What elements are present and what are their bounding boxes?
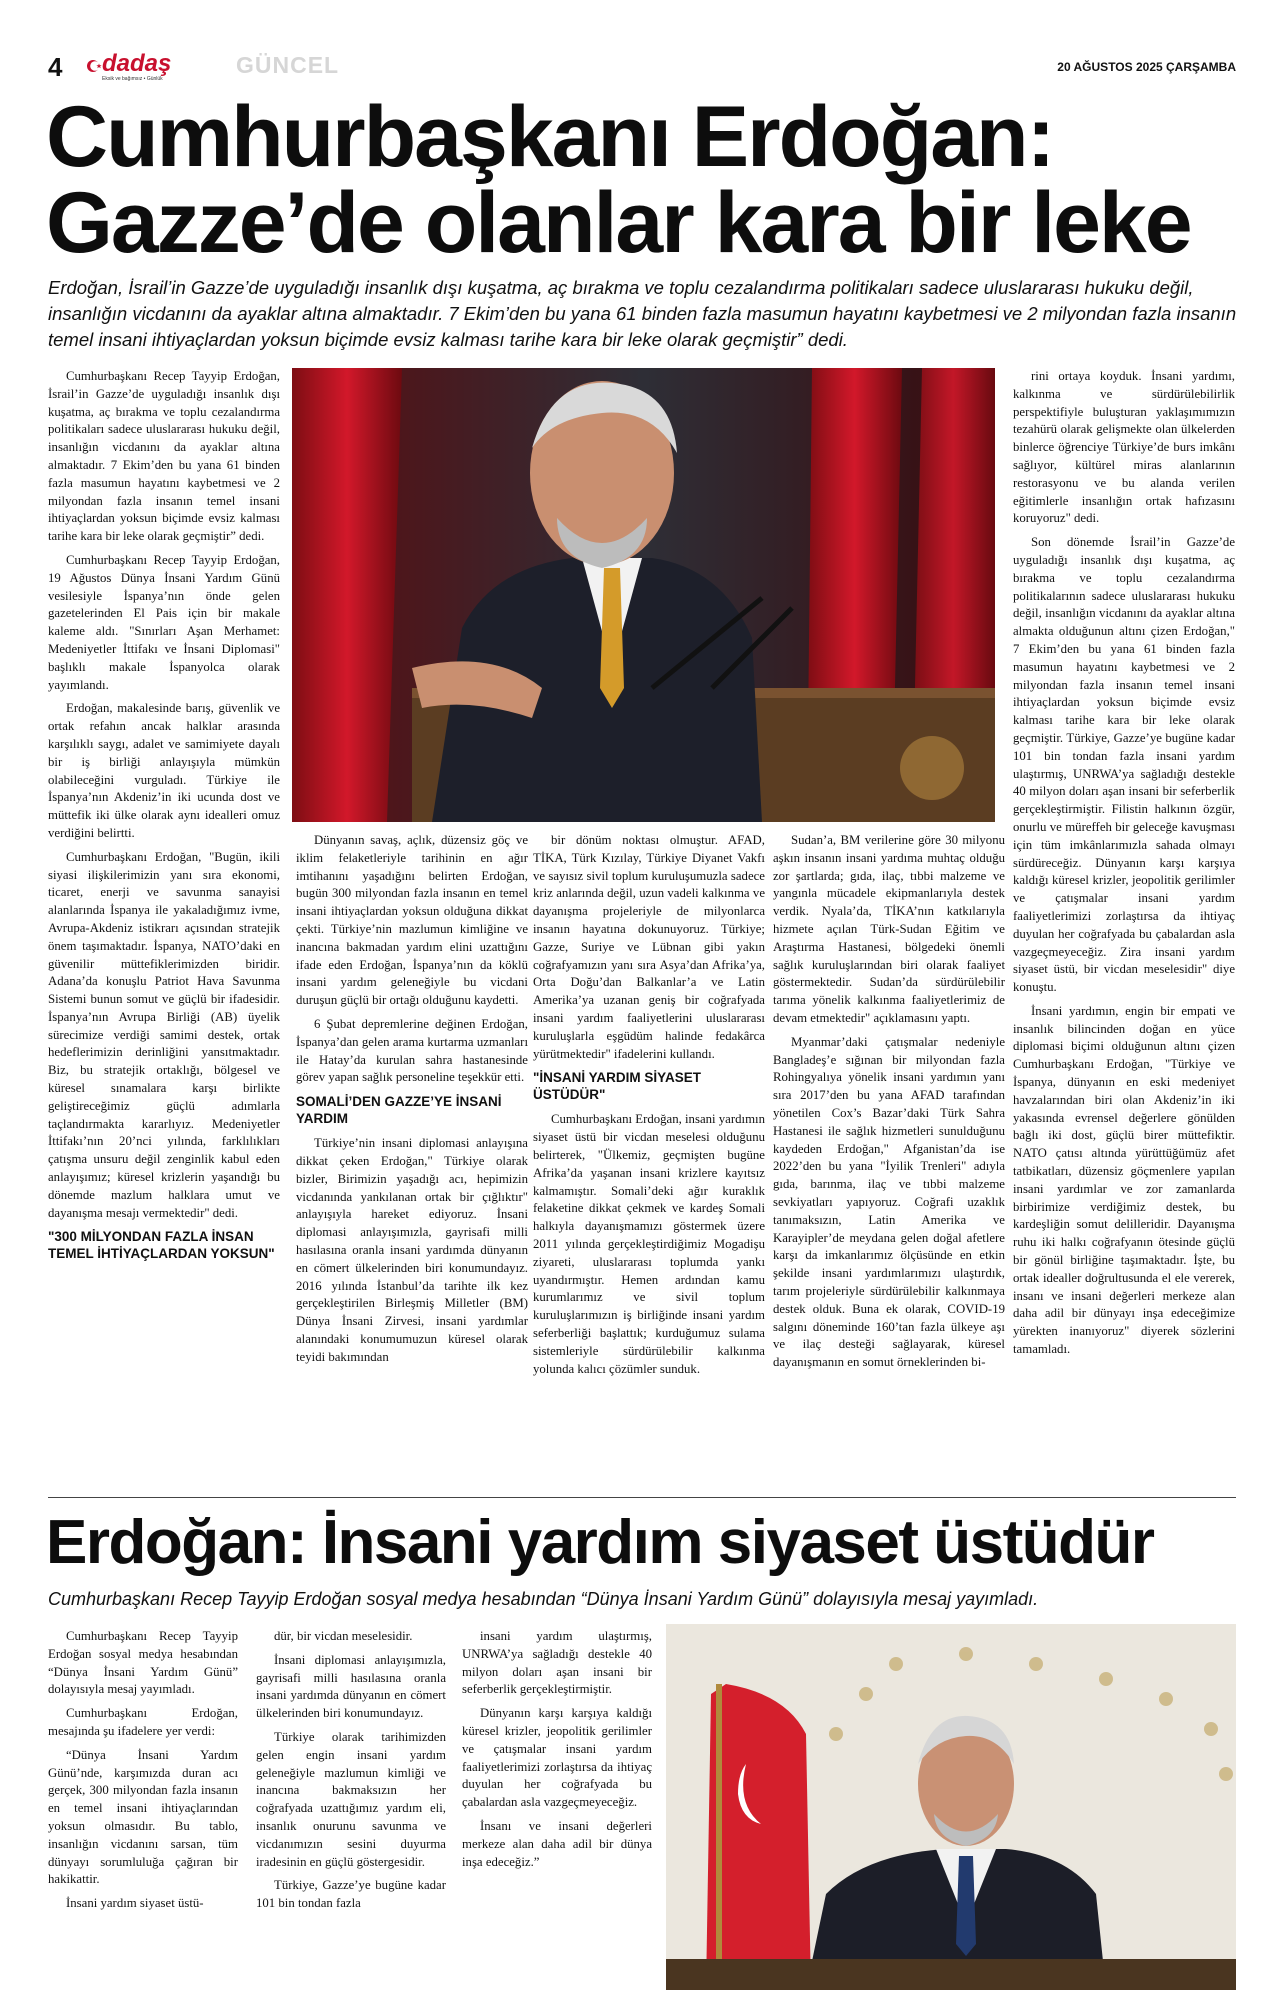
paragraph: İnsanı ve insani değerleri merkeze alan daha adil bir dünya inşa edeceğiz.” — [462, 1818, 652, 1869]
paragraph: Dünyanın savaş, açlık, düzensiz göç ve iklim felaketleriyle tarihinin en ağır imtihanını yaşadığını belirten Erdoğan, bugün 300 milyondan fazla insanın en temel insani ihtiyaçlardan yoksun olduğuna dikkat çekti. Türkiye’nin mazlumun kimliğine ve inancına bakmadan yardım elini uzattığını ifade eden Erdoğan, İspanya’nın da köklü insani yardım geleneğiyle bu vicdani duruşun güçlü bir ortağı olduğunu kaydetti. — [296, 833, 528, 1008]
subheading: SOMALİ’DEN GAZZE’YE İNSANİ YARDIM — [296, 1094, 502, 1127]
paragraph: Erdoğan, makalesinde barış, güvenlik ve ortak refahın ancak halklar arasında karşılıklı saygı, adalet ve samimiyete dayalı bir iş birliği anlayışıyla mümkün olabileceğini vurguladı. Türkiye ile İspanya’nın Akdeniz’in iki ucunda dost ve müttefik iki ülke olarak aynı idealleri omuz verdiğini belirtti. — [48, 701, 280, 840]
newspaper-logo — [86, 50, 172, 82]
logo-tagline: Eksik ve bağımsız • Günlük — [102, 76, 163, 82]
paragraph: Cumhurbaşkanı Recep Tayyip Erdoğan, 19 Ağustos Dünya İnsani Yardım Günü vesilesiyle İspanya’nın önde gelen gazetelerinden El Pais için bir makale kaleme aldı. "Sınırları Aşan Merhamet: Medeniyetler İttifakı ve İnsani Diplomasi" başlıklı makale İspanyolca olarak yayımlandı. — [48, 552, 280, 692]
erdogan-video-message-photo — [666, 1624, 1236, 1990]
erdogan-desk-flag-image — [666, 1624, 1236, 1990]
paragraph: Dünyanın karşı karşıya kaldığı küresel krizler, jeopolitik gerilimler ve çatışmalar insani yardım faaliyetlerimizi zorlaştırsa da ihtiyaç duyulan her coğrafyada bu çabalardan asla vazgeçmeyeceğiz. — [462, 1706, 652, 1810]
paragraph: 6 Şubat depremlerine değinen Erdoğan, İspanya’dan gelen arama kurtarma uzmanları ile Hatay’da kurulan sahra hastanesinde görev yapan sağlık personeline teşekkür etti. — [296, 1016, 528, 1085]
page-header — [48, 52, 1236, 84]
second-article-lede: Cumhurbaşkanı Recep Tayyip Erdoğan sosyal medya hesabından “Dünya İnsani Yardım Günü” dolayısıyla mesaj yayımladı. — [48, 1589, 1039, 1609]
paragraph: Myanmar’daki çatışmalar nedeniyle Bangladeş’e sığınan bir milyondan fazla Rohingyalıya yönelik insani yardımın yanı sıra 2017’den bu yana AFAD tarafından yönetilen Cox’s Bazar’daki Türk Sahra Hastanesi ile sağlık hizmetleri sunulduğunu kaydeden Erdoğan," Afganistan’da ise 2022’den bu yana "İyilik Trenleri" adıyla gıda, barınma, ilaç ve tıbbi malzeme sevkiyatları yapıyoruz. Coğrafi uzaklık tanımaksızın, Latin Amerika ve Karayipler’de meydana gelen doğal afetlere karşı da imkanlarımız ölçüsünde en etkin şekilde insani yardımlarımızı ulaştırdık, tarım projeleriyle sürdürülebilir kalkınmaya destek olduk. Buna ek olarak, COVID-19 salgını döneminde 160’tan fazla ülkeye aşı ve ilaç desteği sağlayarak, küresel dayanışmanın en somut örneklerinden bi- — [773, 1034, 1005, 1370]
article-divider — [48, 1497, 1236, 1498]
issue-date: 20 AĞUSTOS 2025 ÇARŞAMBA — [1057, 60, 1236, 74]
paragraph: Cumhurbaşkanı Recep Tayyip Erdoğan sosyal medya hesabından “Dünya İnsani Yardım Günü” dolayısıyla mesaj yayımladı. — [48, 1629, 238, 1697]
paragraph: “Dünya İnsani Yardım Günü’nde, karşımızda duran acı gerçek, 300 milyondan fazla insanın en temel insani ihtiyaçlarından yoksun olmasıdır. Bu tablo, insanlığın vicdanını sarsan, tüm dünyayı sorumluluğa çağıran bir hakikattir. — [48, 1747, 238, 1887]
erdogan-speech-photo — [292, 368, 995, 822]
article-headline-line-2: Gazze’de olanlar kara bir leke — [46, 175, 1191, 271]
paragraph: Türkiye, Gazze’ye bugüne kadar 101 bin tondan fazla — [256, 1878, 446, 1911]
second-article-headline: Erdoğan: İnsani yardım siyaset üstüdür — [46, 1508, 1154, 1577]
section-label: GÜNCEL — [236, 52, 340, 78]
article-headline-line-1: Cumhurbaşkanı Erdoğan: — [46, 89, 1054, 185]
paragraph: Türkiye olarak tarihimizden gelen engin insani yardım geleneğiyle mazlumun kimliği ve inancına bakmaksızın her coğrafyada uzattığımız yardım eli, insanlık onurunu savunma ve vicdanımızın sesini duyurma iradesinin en güçlü göstergesidir. — [256, 1729, 446, 1869]
paragraph: Sudan’a, BM verilerine göre 30 milyonu aşkın insanın insani yardıma muhtaç olduğu zor şartlarda; gıda, ilaç, tıbbi malzeme ve yangınla mücadele ekipmanlarıyla destek verdik. Nyala’da, TİKA’nın katkılarıyla hizmete açılan Türk-Sudan Eğitim ve Araştırma Hastanesi, bölgedeki önemli sağlık kuruluşlarından biri olarak faaliyet göstermektedir. Sudan’da sürdürülebilir tarıma yönelik kalkınma faaliyetlerimiz de devam etmektedir" açıklamasını yaptı. — [773, 833, 1005, 1025]
second-article-column-2 — [256, 1628, 446, 1968]
paragraph: Son dönemde İsrail’in Gazze’de uyguladığı insanlık dışı kuşatma, aç bırakma ve toplu cezalandırma politikalarının sadece uluslararası hukuku değil, insanlığın vicdanını da ayaklar altına almakta olduğunun altını çizen Erdoğan," 7 Ekim’den bu yana 61 binden fazla masumun hayatını kaybetmesi ve 2 milyondan fazla insanın temel insani ihtiyaçlardan yoksun biçimde evsiz kalması tarihe kara bir leke olarak geçmiştir. Türkiye, Gazze’ye bugüne kadar 101 bin tondan fazla insani yardım ulaştırmış, UNRWA’ya sağladığı destekle 40 milyon doları aşan insani bir seferberlik gerçekleştirmiştir. Filistin halkının özgür, onurlu ve müreffeh bir geleceğe kavuşması için tüm imkânlarımızla sahada olmayı sürdüreceğiz. Dünyanın karşı karşıya kaldığı küresel krizler, jeopolitik gerilimler ve çatışmalar insani yardım faaliyetlerimizi zorlaştırsa da ihtiyaç duyulan her coğrafyada bu çabalardan asla vazgeçmeyeceğiz. Zira insani yardım siyaset üstü, bir vicdan meselesidir" diye konuştu. — [1013, 535, 1235, 995]
article-column-1 — [48, 368, 280, 1488]
subheading: "İNSANİ YARDIM SİYASET ÜSTÜDÜR" — [533, 1070, 701, 1103]
paragraph: Cumhurbaşkanı Erdoğan, mesajında şu ifadelere yer verdi: — [48, 1706, 238, 1738]
paragraph: İnsani diplomasi anlayışımızla, gayrisafi milli hasılasına oranla insani yardımda dünyanın en cömert ülkelerinden biri konumundayız. — [256, 1652, 446, 1721]
second-article-column-3 — [462, 1628, 652, 1968]
paragraph: İnsani yardımın, engin bir empati ve insanlık bilincinden doğan en yüce diplomasi biçimi olduğunun altını çizen Cumhurbaşkanı Erdoğan, "Türkiye ve İspanya, dünyanın en eski medeniyet havzalarından biri olan Akdeniz’in iki yakasında evrensel değerlere gönülden bağlı iki dost, güçlü birer müttefiktir. NATO çatısı altında yürüttüğümüz afet tatbikatları, düzensiz göçmenlere yapılan insani yardımlar ve zor zamanlarda birbirimize verdiğimiz destek, bu kardeşliğin somut delilleridir. Dayanışma ruhu iki halkı coğrafyanın ötesinde güçlü bir gönül birliğine taşımaktadır. İşte, bu ortak idealler doğrultusunda el ele vererek, insanı ve insani değerleri merkeze alan daha adil bir dünyayı inşa edeceğimize yürekten inanıyoruz" diyerek sözlerini tamamladı. — [1013, 1003, 1235, 1357]
article-column-3 — [533, 832, 765, 1492]
article-column-2 — [296, 832, 528, 1492]
page-number: 4 — [48, 52, 63, 82]
second-article-column-1 — [48, 1628, 238, 1968]
subheading: "300 MİLYONDAN FAZLA İNSAN TEMEL İHTİYAÇLARDAN YOKSUN" — [48, 1229, 275, 1262]
paragraph: Cumhurbaşkanı Erdoğan, insani yardımın siyaset üstü bir vicdan meselesi olduğunu belirterek, "Ülkemiz, geçmişten bugüne Afrika’da yaşanan insani krizlere kayıtsız kalmamıştır. Somali’deki ağır kuraklık felaketine dikkat çekmek ve kardeş Somali halkıyla dayanışmamızı göstermek üzere 2011 yılında gerçekleştirdiğimiz Mogadişu ziyareti, uluslararası toplumda yankı uyandırmıştır. Hemen ardından kamu kurumlarımız ve sivil toplum kuruluşlarımızın iş birliğinde insani yardım seferberliği başlattık; kurduğumuz sulama sistemleriyle sürdürülebilir kalkınma yolunda kalıcı çözümler sunduk. — [533, 1112, 765, 1376]
article-column-5 — [1013, 368, 1235, 1488]
paragraph: İnsani yardım siyaset üstü- — [66, 1896, 204, 1911]
erdogan-at-podium-image — [292, 368, 995, 822]
paragraph: rini ortaya koyduk. İnsani yardımı, kalkınma ve sürdürülebilirlik perspektifiyle buluşturan yaklaşımımızın tezahürü olarak gelişmekte olan ülkelerden binlerce öğrenciye Türkiye’de burs imkânı sağlıyor, kültürel miras alanlarının restorasyonu ve bu alanda verilen eğitimlerle insanlığın ortak hafızasını koruyoruz" dedi. — [1013, 369, 1235, 526]
paragraph: bir dönüm noktası olmuştur. AFAD, TİKA, Türk Kızılay, Türkiye Diyanet Vakfı ve sayısız sivil toplum kuruluşumuzla sadece kriz anlarında değil, uzun vadeli kalkınma ve dayanışma projeleriyle de milyonlarca insanın hayatına dokunuyoruz. Türkiye; Gazze, Suriye ve Lübnan gibi yakın coğrafyamızın yanı sıra Asya’dan Afrika’ya, Orta Doğu’dan Balkanlar’a ve Latin Amerika’ya uzanan geniş bir coğrafyada insani yardım faaliyetlerini uluslararası kuruluşlarla eşgüdüm halinde fedakârca yürütmektedir" ifadelerini kullandı. — [533, 833, 765, 1061]
paragraph: dür, bir vicdan meselesidir. — [274, 1629, 413, 1643]
article-column-4 — [773, 832, 1005, 1492]
article-lede: Erdoğan, İsrail’in Gazze’de uyguladığı insanlık dışı kuşatma, aç bırakma ve toplu cezalandırma politikaları sadece uluslararası hukuku değil, insanlığın vicdanını da ayaklar altına almaktadır. 7 Ekim’den bu yana 61 binden fazla masumun hayatını kaybetmesi ve 2 milyondan fazla insanın temel insani ihtiyaçlardan yoksun biçimde evsiz kalması tarihe kara bir leke olarak geçmiştir” dedi. — [48, 277, 1237, 350]
paragraph: Cumhurbaşkanı Erdoğan, "Bugün, ikili siyasi ilişkilerimizin yanı sıra ekonomi, ticaret, enerji ve savunma sanayisi alanlarında İspanya ile yakaladığımız ivme, Avrupa-Akdeniz istikrarı açısından stratejik önem taşımaktadır. İspanya, NATO’daki en güvenilir müttefiklerimizden biridir. Adana’da konuşlu Patriot Hava Savunma Sistemi bunun somut ve güçlü bir ifadesidir. İspanya’nın Avrupa Birliği (AB) üyelik sürecimize verdiği samimi destek, ortak hedeflerimizin derinliğini yansıtmaktadır. Biz, bu stratejik ortaklığı, bölgesel ve küresel sınamalara karşı birlikte geliştireceğimiz güçlü adımlarla taçlandırmakta kararlıyız. Medeniyetler İttifakı’nın 20’nci yılında, farklılıkları çatışma unsuru değil zenginlik kabul eden anlayışımız; küresel krizlerin yaşandığı bu dönemde mazlum halklara umut ve dayanışma mesajı vermektedir" dedi. — [48, 849, 280, 1220]
crescent-star-icon — [86, 58, 102, 74]
paragraph: Cumhurbaşkanı Recep Tayyip Erdoğan, İsrail’in Gazze’de uyguladığı insanlık dışı kuşatma, aç bırakma ve toplu cezalandırma politikaları sadece uluslararası hukuku değil, insanlığın vicdanını da ayaklar altına almaktadır. 7 Ekim’den bu yana 61 binden fazla masumun hayatını kaybetmesi ve 2 milyondan fazla insanın temel insani ihtiyaçlardan yoksun biçimde evsiz kalması tarihe kara bir leke olarak geçmiştir” dedi. — [48, 369, 280, 544]
paragraph: insani yardım ulaştırmış, UNRWA’ya sağladığı destekle 40 milyon doları aşan insani bir seferberlik gerçekleştirmiştir. — [462, 1629, 652, 1697]
logo-wordmark: dadaş — [102, 50, 172, 77]
paragraph: Türkiye’nin insani diplomasi anlayışına dikkat çeken Erdoğan," Türkiye olarak bizler, Birimizin yaşadığı acı, hepimizin vicdanında yankılanan ortak bir çığlıktır" anlayışıyla hareket ediyoruz. İnsani diplomasi anlayışımızla, gayrisafi milli hasılasına oranla insani yardımda dünyanın en cömert ülkelerinden biri konumundayız. 2016 yılında İstanbul’da tarihte ilk kez gerçekleştirilen Birleşmiş Milletler (BM) Dünya İnsani Zirvesi, insani yardımlar alanındaki konumumuzun küresel olarak teyidi bakımından — [296, 1136, 528, 1364]
